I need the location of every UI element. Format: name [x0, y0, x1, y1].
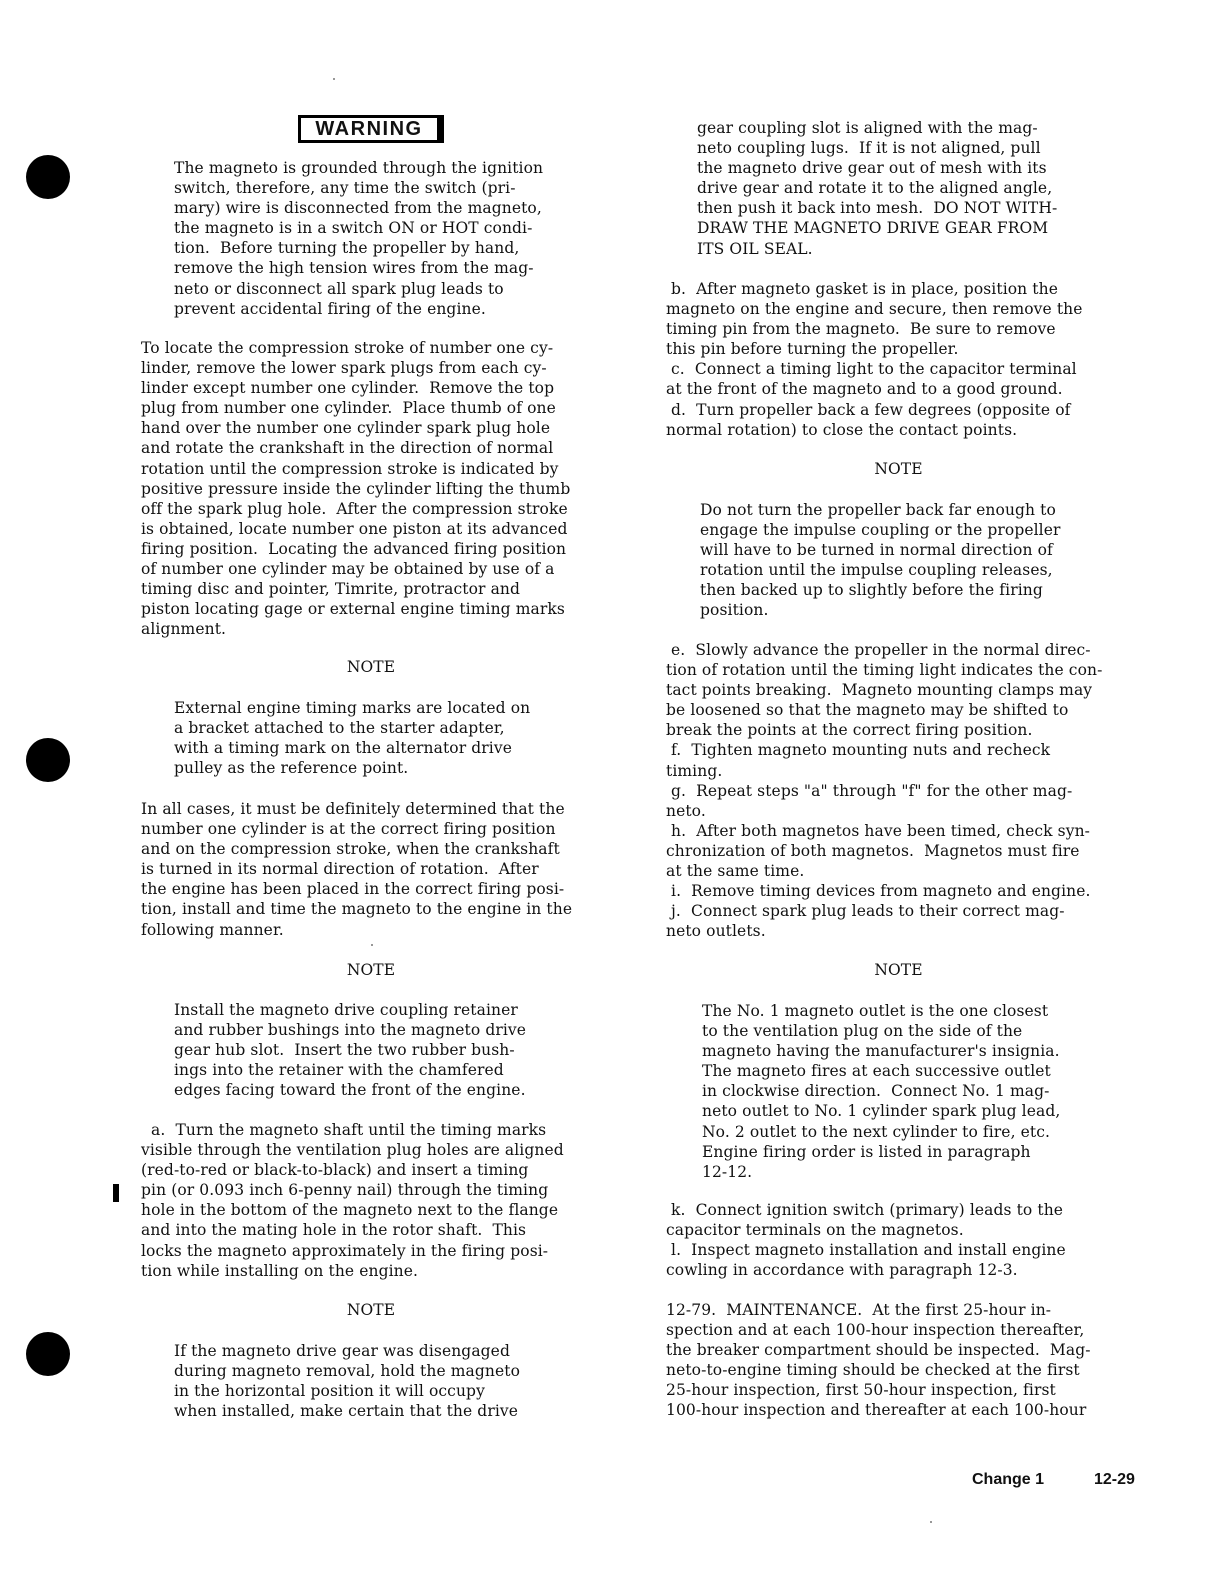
note-heading: NOTE: [346, 1301, 396, 1319]
note-timing-marks-text: External engine timing marks are located on a bracket attached to the starter adapter, with a timing mark on the alternator drive pulley as the reference point.: [174, 699, 531, 778]
change-label: Change 1: [972, 1471, 1045, 1488]
binder-hole-middle: [26, 738, 70, 782]
note-propeller-text: Do not turn the propeller back far enough to engage the impulse coupling or the propeller will have to be turned in normal direction of rotation until the impulse coupling releases, then backed up to slightly before the firing position.: [700, 501, 1061, 620]
page-number: 12-29: [1094, 1471, 1135, 1488]
note-heading: NOTE: [346, 961, 396, 979]
note-heading: NOTE: [874, 961, 923, 979]
binder-hole-bottom: [26, 1332, 70, 1376]
maintenance-paragraph: 12-79. MAINTENANCE. At the first 25-hour in- spection and at each 100-hour inspection thereafter, the breaker compartment should be inspected. Mag- neto-to-engine timing should be checked at the first 25-hour inspection, first 50-hour inspection, first 100-hour inspection and thereafter at each 100-hour: [666, 1301, 1091, 1420]
all-cases-paragraph: In all cases, it must be definitely determined that the number one cylinder is at the correct firing position and on the compression stroke, when the crankshaft is turned in its normal direction of rotation. After the engine has been placed in the correct firing posi- tion, install and time the magneto to the engine in the following manner.: [141, 800, 573, 939]
step-a-text: a. Turn the magneto shaft until the timing marks visible through the ventilation plug holes are aligned (red-to-red or black-to-black) and insert a timing pin (or 0.093 inch 6-penny nail) through the timing hole in the bottom of the magneto next to the flange and into the mating hole in the rotor shaft. This locks the magneto approximately in the firing posi- tion while installing on the engine.: [141, 1121, 564, 1280]
scan-speck: [333, 78, 335, 80]
compression-stroke-paragraph: To locate the compression stroke of number one cy- linder, remove the lower spark plugs from each cy- linder except number one cylinder. Remove the top plug from number one cylinder. Place thumb of one hand over the number one cylinder spark plug hole and rotate the crankshaft in the direction of normal rotation until the compression stroke is indicated by positive pressure inside the cylinder lifting the thumb off the spark plug hole. After the compression stroke is obtained, locate number one piston at its advanced firing position. Locating the advanced firing position of number one cylinder may be obtained by use of a timing disc and pointer, Timrite, protractor and piston locating gage or external engine timing marks alignment.: [141, 339, 571, 639]
note-drive-gear-text: If the magneto drive gear was disengaged during magneto removal, hold the magneto in the horizontal position it will occupy when installed, make certain that the drive: [174, 1342, 521, 1421]
scan-speck: [930, 1521, 932, 1523]
warning-label: WARNING: [298, 115, 444, 143]
change-bar: [113, 1184, 119, 1202]
note-drive-gear-continued: gear coupling slot is aligned with the mag- neto coupling lugs. If it is not aligned, pull the magneto drive gear out of mesh with its drive gear and rotate it to the aligned angle, then push it back into mesh. DO NOT WITH- DRAW THE MAGNETO DRIVE GEAR FROM ITS OIL SEAL.: [697, 119, 1058, 258]
warning-text: The magneto is grounded through the ignition switch, therefore, any time the switch (pri- mary) wire is disconnected from the magneto, the magneto is in a switch ON or HOT condi- tion. Before turning the propeller by hand, remove the high tension wires from the mag- neto or disconnect all spark plug leads to prevent accidental firing of the engine.: [174, 159, 544, 318]
scan-speck: [371, 944, 373, 946]
steps-e-to-j: e. Slowly advance the propeller in the normal direc- tion of rotation until the timing light indicates the con- tact points breaking. Magneto mounting clamps may be loosened so that the magneto may be shifted to break the points at the correct firing position. f. Tighten magneto mounting nuts and recheck timing. g. Repeat steps "a" through "f" for the other mag- neto. h. After both magnetos have been timed, check syn- chronization of both magnetos. Magnetos must fire at the same time. i. Remove timing devices from magneto and engine. j. Connect spark plug leads to their correct mag- neto outlets.: [666, 641, 1103, 941]
note-magneto-outlet-text: The No. 1 magneto outlet is the one closest to the ventilation plug on the side of the magneto having the manufacturer's insignia. The magneto fires at each successive outlet in clockwise direction. Connect No. 1 mag- neto outlet to No. 1 cylinder spark plug lead, No. 2 outlet to the next cylinder to fire, etc. Engine firing order is listed in paragraph 12-12.: [702, 1002, 1061, 1181]
binder-hole-top: [26, 155, 70, 199]
note-coupling-retainer-text: Install the magneto drive coupling retainer and rubber bushings into the magneto drive gear hub slot. Insert the two rubber bush- ings into the retainer with the chamfered edges facing toward the front of the engine.: [174, 1001, 527, 1100]
note-heading: NOTE: [874, 460, 923, 478]
steps-b-to-d: b. After magneto gasket is in place, position the magneto on the engine and secure, then remove the timing pin from the magneto. Be sure to remove this pin before turning the propeller. c. Connect a timing light to the capacitor terminal at the front of the magneto and to a good ground. d. Turn propeller back a few degrees (opposite of normal rotation) to close the contact points.: [666, 280, 1083, 439]
steps-k-to-l: k. Connect ignition switch (primary) leads to the capacitor terminals on the magnetos. l. Inspect magneto installation and install engine cowling in accordance with paragraph 12-3.: [666, 1201, 1066, 1280]
note-heading: NOTE: [346, 658, 396, 676]
